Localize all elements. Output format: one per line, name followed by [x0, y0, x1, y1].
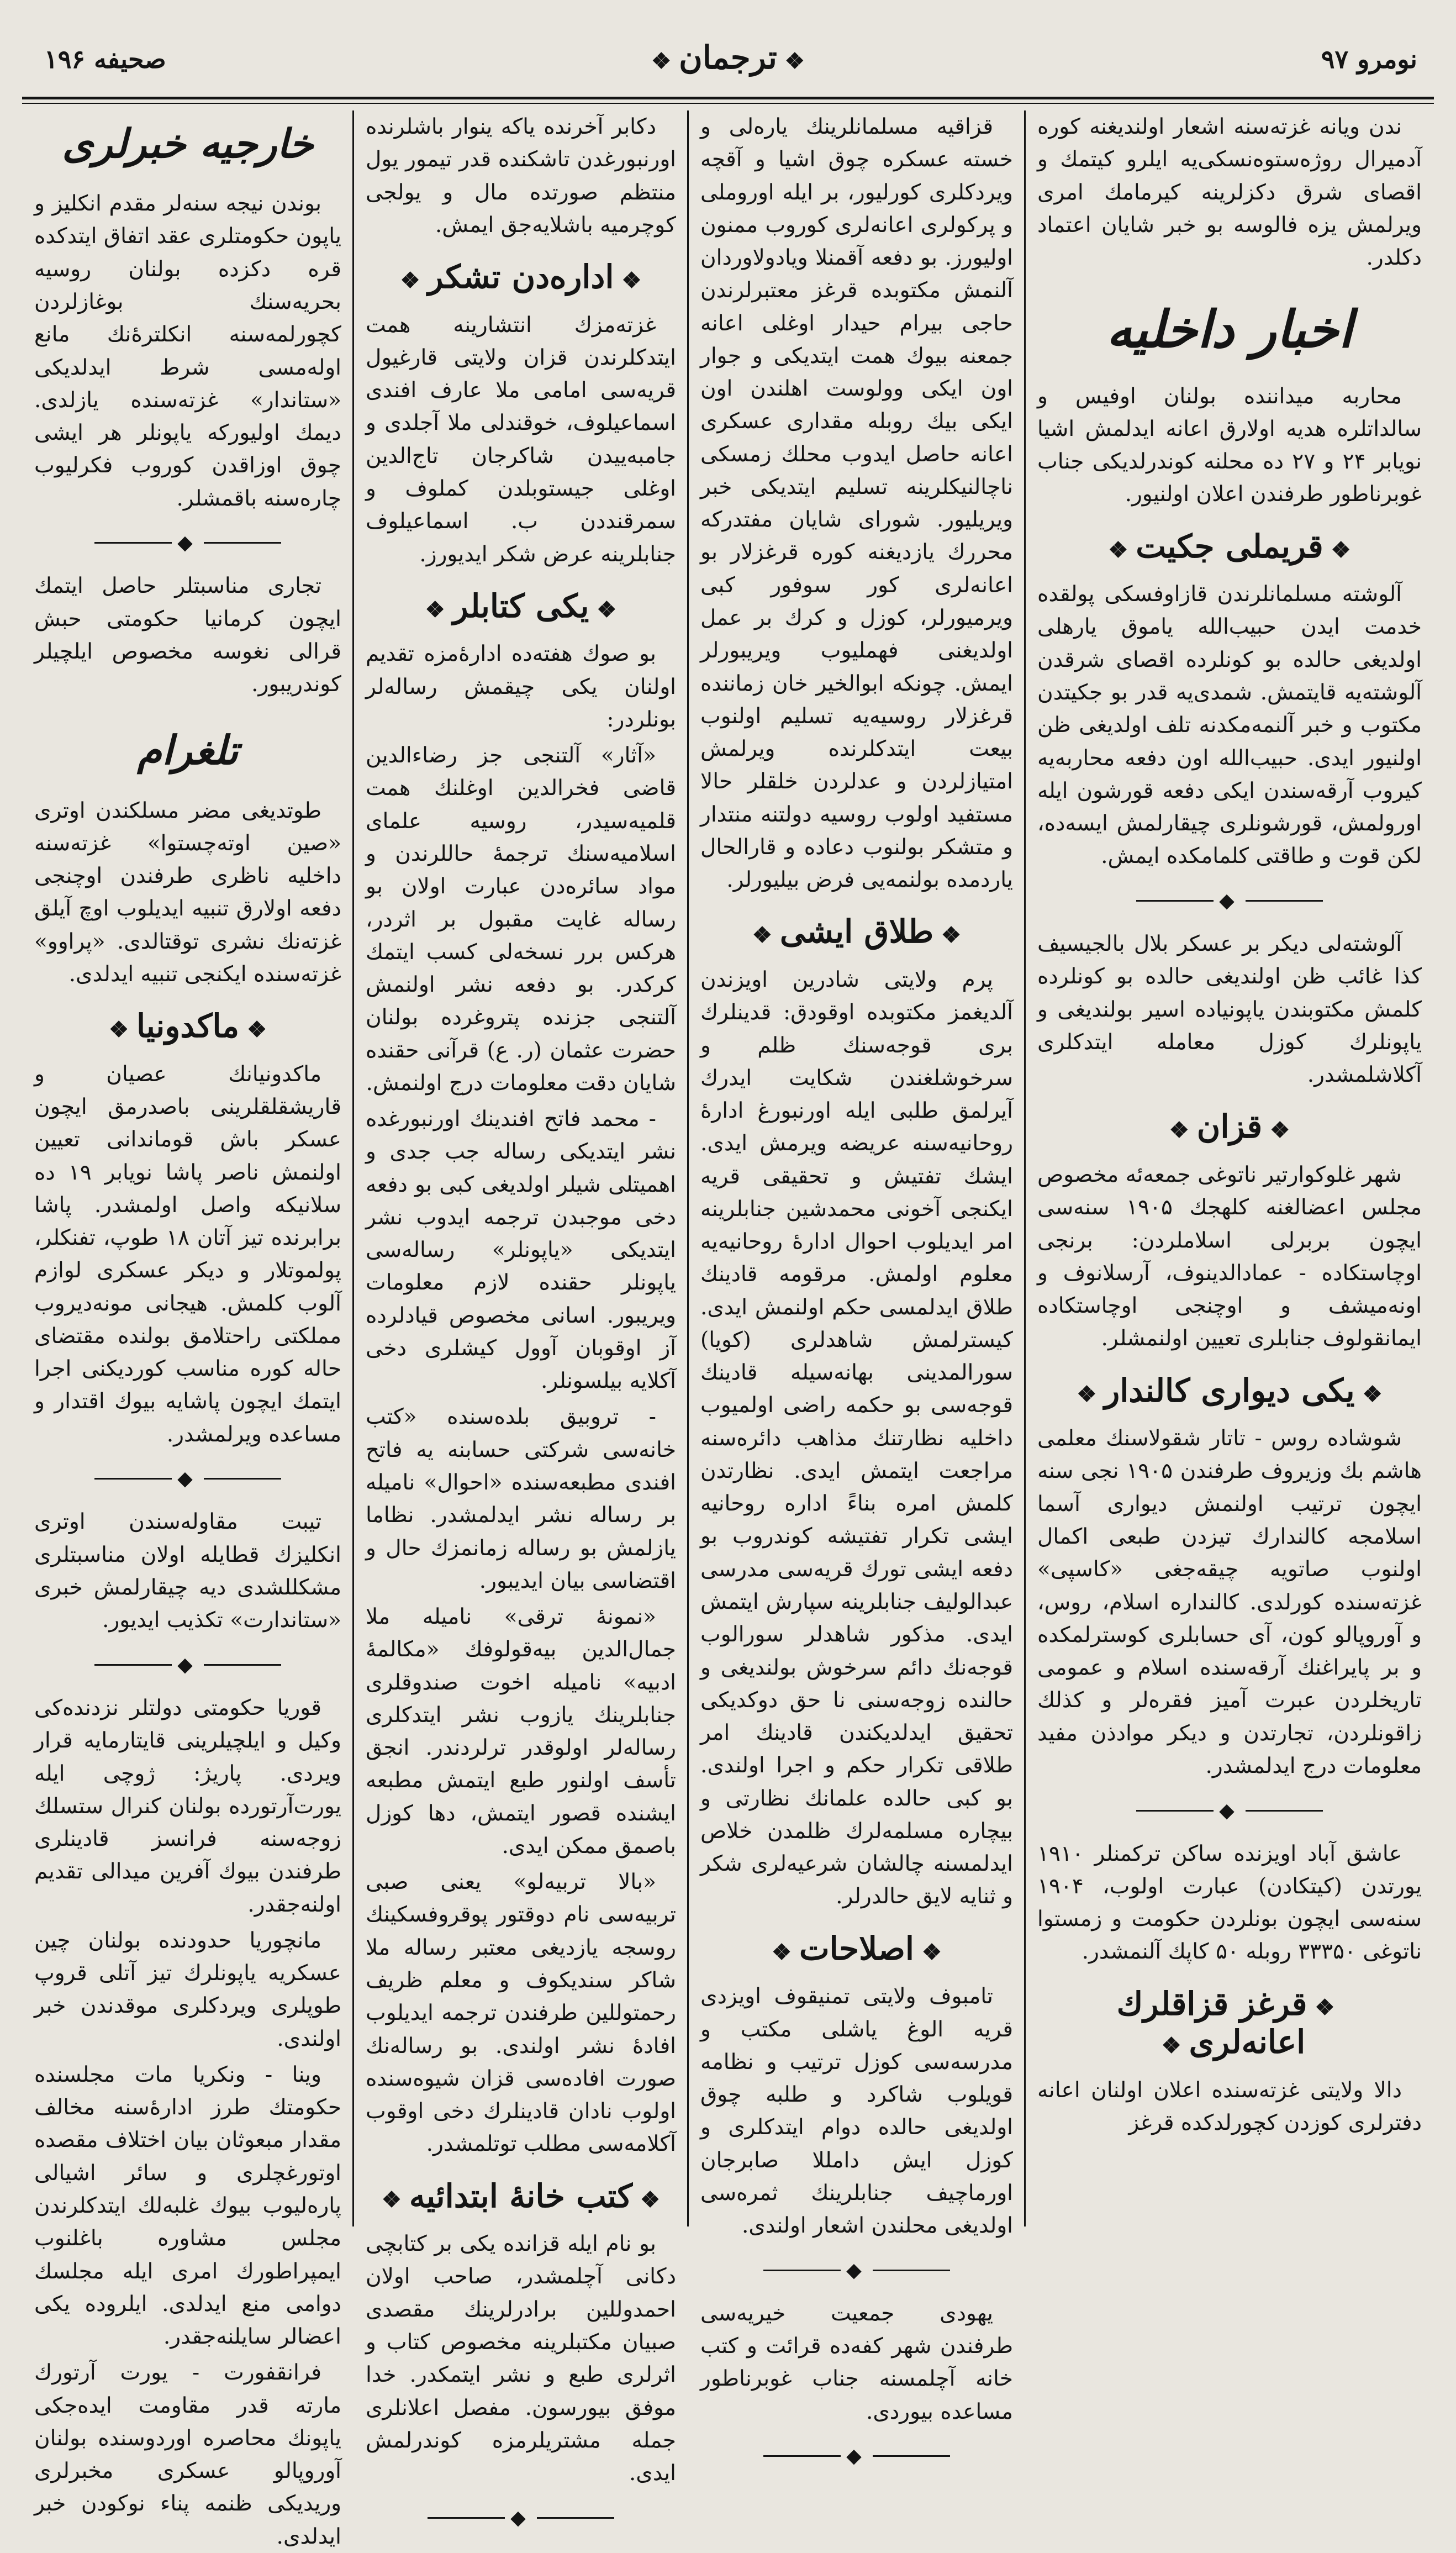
article-paragraph: فرانقفورت - یورت آرتورك مارته قدر مقاومت ایده‌جکی یاپونك محاصره اوردوسنده بولنان آوروپالو عسکری مخبرلری وریدیکی ظنمه پناء نوکودن خبر ایدلدی. — [34, 2360, 341, 2549]
article-paragraph: - تروبیق بلده‌سنده «کتب خانه‌سی شرکتی حسابنه یه فاتح افندی مطبعه‌سنده «احوال» نامیله بر رساله نشر ایدلمشدر. نظاما یازلمش بو رساله زمانمزك حال و اقتضاسی بیان ایدیبور. — [366, 1404, 676, 1593]
section-title-new-books — [366, 587, 676, 626]
section-title-thanks — [366, 258, 676, 297]
ornament-icon: ❖ — [1270, 1117, 1290, 1144]
section-title-foreign-news: خارجیه خبرلری — [62, 120, 314, 167]
article-paragraph: آلوشته‌لی دیکر بر عسکر بلال بالجیسیف کذا غائب ظن اولندیغی حالده بو کونلرده کلمش مکتوبندن یاپونیاده اسیر بولندیغی و یاپونلرك کوزل معامله ایتدکلری آکلاشلمشدر. — [1037, 931, 1422, 1088]
article-paragraph: ماکدونیانك عصیان و قاریشقلقلرینی باصدرمق ایچون عسکر باش قوماندانی تعیین اولنمش ناصر پاشا نویابر ۱۹ ده سلانیکه واصل اولمشدر. پاشا برابرنده تیز آتان ۱۸ طوپ، تفنکلر، پولموتلار و دیکر عسکری لوازم آلوب کلمش. هیجانی مونه‌دیروب مملکتی راحتلامق بولنده مقتضای حاله کوره مناسب کوردیکنی اجرا ایتمك ایچون پاشایه بیوك اقتدار و مساعده ویرلمشدر. — [34, 1061, 341, 1447]
ornament-icon: ❖ — [597, 596, 617, 623]
ornament-icon: ❖ — [425, 596, 445, 623]
heading-text: اصلاحات — [799, 1929, 915, 1967]
separator: ◆ — [34, 1466, 341, 1491]
ornament-icon: ❖ — [1169, 1117, 1189, 1144]
separator: ◆ — [1037, 888, 1422, 913]
ornament-icon: ❖ — [1315, 1994, 1335, 2020]
article-paragraph: تامبوف ولایتی تمنیقوف اویزدی قریه الوغ یاشلی مکتب و مدرسه‌سی کوزل ترتیب و نظامه قویلوب شاکرد و طلبه چوق اولدیغی حالده دوام ایتدکلری و کوزل ایش دامللا صابرجان اورماچیف جنابلرینك ثمره‌سی اولدیغی محلندن اشعار اولندی. — [700, 1984, 1013, 2239]
separator: ◆ — [34, 1652, 341, 1677]
heading-text: طلاق ایشی — [779, 913, 934, 951]
article-paragraph: قوریا حکومتی دولتلر نزدنده‌کی وکیل و ایلچیلرینی قایتارمایه قرار ویردی. پاریژ: ژوچی ایله یورت‌آرتورده بولنان کنرال ستسلك زوجه‌سنه فرانسز قادینلری طرفندن بیوك آفرین میدالی تقدیم اولنه‌جقدر. — [34, 1696, 341, 1917]
ornament-icon: ❖ — [1161, 2033, 1181, 2059]
column-1 — [1025, 110, 1434, 2226]
article-paragraph: طوتدیغی مضر مسلکندن اوتری «صین اوته‌چستوا» غزته‌سنه داخلیه ناظری طرفندن اوچنجی دفعه اولارق تنبیه ایدیلوب اوچ آیلق غزته‌نك نشری توقتالدی. «پراوو» غزته‌سنده ایکنجی تنبیه ایدلدی. — [34, 798, 341, 987]
header-rule — [22, 97, 1434, 99]
article-paragraph: - محمد فاتح افندینك اورنبورغده نشر ایتدیکی رساله جب جدی و اهمیتلی شیلر اولدیغی کبی بو دفعه دخی موجبدن ترجمه ایدوب نشر ایتدیکی «یاپونلر» رساله‌سی یاپونلر حقنده لازم معلومات ویریبور. اسانی مخصوص قیادلرده آز اوقوبان آوول کیشلری دخی آکلایه بیلسونلر. — [366, 1107, 676, 1394]
ornament-icon: ❖ — [941, 922, 962, 949]
column-3 — [354, 110, 688, 2529]
article-paragraph: مانچوریا حدودنده بولنان چین عسکریه یاپونلرك تیز آتلی قروپ طوپلری ویردکلری موقدندن خبر اولندی. — [34, 1928, 341, 2051]
article-paragraph: بو نام ایله قزانده یکی بر کتابچی دکانی آچلمشدر، صاحب اولان احمدوللین برادرلرینك مقصدی صبیان مکتبلرینه مخصوص کتاب و اثرلری طبع و نشر ایتمکدر. خدا موفق بیورسون. مفصل اعلانلری جمله مشتریلرمزه کوندرلمش ایدی. — [366, 2231, 676, 2486]
article-paragraph: دالا ولایتی غزته‌سنده اعلان اولنان اعانه دفترلری کوزدن کچورلدکده قرغز — [1037, 2077, 1422, 2136]
article-paragraph: یهودی جمعیت خیریه‌سی طرفندن شهر کفه‌ده قرائت و کتب خانه آچلمسنه جناب غوبرناطور مساعده بیوردی. — [700, 2301, 1013, 2424]
article-paragraph: بوندن نیجه سنه‌لر مقدم انکلیز و یاپون حکومتلری عقد اتفاق ایتدکده قره دکزده بولنان روسیه بحریه‌سنك بوغازلردن کچورلمه‌سنه انکلترهٔ‌نك مانع اوله‌مسی شرط ایدلدیکی «ستاندار» غزته‌سنده یازلدی. دیمك اولیورکه یاپونلر هر ایشی چوق اوزاقدن کوروب فکرلیوب چاره‌سنه باقمشلر. — [34, 191, 341, 511]
ornament-icon: ❖ — [1108, 536, 1128, 563]
column-4 — [22, 110, 354, 2549]
ornament-icon: ❖ — [382, 2186, 402, 2213]
article-paragraph: «نمونهٔ ترقی» نامیله ملا جمال‌الدین بیه‌قولوفك «مکالمهٔ ادبیه» نامیله اخوت صندوقلری جنابلرینك یازوب نشر ایتدکلری رساله‌لر اولوقدر ترلردندر. انجق تأسف اولنور طبع ایتمش مطبعه ایشنده قصور ایتمش، دها کوزل باصمق ممکن ایدی. — [366, 1604, 676, 1859]
newspaper-title — [643, 39, 813, 76]
section-title-kazan — [1037, 1108, 1422, 1146]
article-paragraph: ندن ویانه غزته‌سنه اشعار اولندیغنه کوره آدمیرال روژه‌ستوه‌نسکی‌یه ایلرو کیتمك و اقصای شرق دکزلرینه کیرمامك امری ویرلمش یزه فالوسه بو خبر شایان اعتماد دکلدر. — [1037, 114, 1422, 271]
section-title-telegram: تلغرام — [137, 727, 239, 774]
section-title-primary-bookshop — [366, 2177, 676, 2216]
article-paragraph: دکابر آخرنده یاکه ینوار باشلرنده اورنبورغدن تاشکنده قدر تیمور یول منتظم صورتده مال و یولجی کوچرمیه باشلایه‌جق ایمش. — [366, 114, 676, 238]
heading-text: قریملی جکیت — [1136, 527, 1323, 565]
article-paragraph: تجاری مناسبتلر حاصل ایتمك ایچون کرمانیا حکومتی حبش قرالی نغوسه مخصوص ایلچیلر کوندریبور. — [34, 573, 341, 697]
heading-text: یکی کتابلر — [452, 587, 589, 625]
heading-text: یکی دیواری کالندار — [1104, 1371, 1355, 1409]
ornament-icon: ❖ — [922, 1939, 942, 1965]
article-paragraph: «آثار» آلتنجی جز رضاء‌الدین قاضی فخرالدین اوغلنك همت قلمیه‌سیدر، روسیه علمای اسلامیه‌سنك ترجمهٔ حاللرندن و مواد سائره‌دن عبارت اولان بو رساله غایت مقبول بر اثردر، هرکس برر نسخه‌لی کسب ایتمك کرکدر. بو دفعه نشر اولنمش آلتنجی جزنده پتروغرده بولنان حضرت عثمان (ر. ع) قرآنی حقنده شایان دقت معلومات درج اولنمش. — [366, 743, 676, 1096]
article-paragraph: آلوشته مسلمانلرندن قازاوفسکی پولقده خدمت ایدن حبیب‌الله یاموق یارهلی اولدیغی حالده بو کونلرده اقصای شرقدن آلوشته‌یه قایتمش. شمدی‌یه قدر بو جکیتدن مکتوب و خبر آلنمه‌مکدنه تلف اولدیغی ظن اولنیور ایدی. حبیب‌الله اون دفعه محاربه‌یه کیروب آرقه‌سندن ایکی دفعه قورشون ایله اورولمش، قورشونلری چیقارلمش ایسه‌ده، لکن قوت و طاقتی کلمامکده ایمش. — [1037, 582, 1422, 869]
ornament-icon: ❖ — [247, 1017, 267, 1043]
section-title-macedonia — [34, 1007, 341, 1046]
ornament-icon: ❖ — [651, 48, 672, 74]
column-2 — [688, 110, 1025, 2468]
masthead — [22, 28, 1434, 99]
section-title-kirghiz-donations — [1037, 1985, 1422, 2062]
ornament-icon: ❖ — [1077, 1381, 1097, 1407]
article-paragraph: عاشق آباد اویزنده ساکن ترکمنلر ۱۹۱۰ یورتدن (کیتکادن) عبارت اولوب، ۱۹۰۴ سنه‌سی ایچون بونلردن حکومت و زمستوا ناتوغی ۳۳۳۵۰ روبله ۵۰ کاپك آلنمشدر. — [1037, 1841, 1422, 1965]
heading-text: اداره‌دن تشکر — [428, 258, 614, 296]
article-paragraph: پرم ولایتی شادرین اویزندن آلدیغمز مکتوبده اوقودق: قدینلرك بری قوجه‌سنك ظلم و سرخوشلغندن شکایت ایدرك آیرلمق طلبی ایله اورنبورغ ادارهٔ روحانیه‌سنه عریضه ویرمش ایدی. ایشك تفتیش و تحقیقی قریه ایکنجی آخونی محمدشین جنابلرینه امر ایدیلوب احوال ادارهٔ روحانیه‌یه معلوم اولمش. مرقومه قادینك طلاق ایدلمسی حکم اولنمش ایدی. کیسترلمش شاهدلری (کویا) سورالمدینی بهانه‌سیله قادینك قوجه‌سی بو حکمه راضی اولمیوب داخلیه نظارتنك مذاهب دائره‌سنه مراجعت ایتمش ایدی. نظارتدن کلمش امره بناءً اداره روحانیه ایشی تکرار تفتیشه کوندروب بو دفعه ایشی تورك قریه‌سی مدرسی عبدالولیف جنابلرینه سپارش ایتمش ایدی. مذکور شاهدلر سورالوب قوجه‌نك دائم سرخوش بولندیغی و حالنده زوجه‌سنی نا حق دوکدیکی تحقیق ایدلدیکندن قادینك امر طلاقی تکرار حکم و اجرا اولندی. بو کبی حالده علمانك نظارتی و بیچاره مسلمه‌لرك ظلمدن خلاص ایدلمسنه چالشان شرعیه‌لری شکر و ثنایه لایق حالدرلر. — [700, 967, 1013, 1909]
article-paragraph: شوشاده روس - تاتار شقولاسنك معلمی هاشم بك وزیروف طرفندن ۱۹۰۵ نجی سنه ایچون ترتیب اولنمش دیواری آسما اسلامجه کالندارك تیزدن طبعی اکمال اولنوب صاتویه چیقه‌جغی «کاسپی» غزته‌سنده کورلدی. کالنداره اسلام، روس، و آوروپالو کون، آی حسابلری کوسترلمکده و بر پایراغنك آرقه‌سنده اسلام و عمومی تاریخلردن عبرت آمیز فقره‌لر و کذلك زاقونلردن، تجارتدن و دیکر موادذن مفید معلومات درج ایدلمشدر. — [1037, 1426, 1422, 1778]
section-title-calendar — [1037, 1372, 1422, 1410]
page-number: صحیفه ۱۹۶ — [44, 44, 166, 74]
section-title-divorce — [700, 913, 1013, 951]
section-title-domestic-news: اخبار داخلیه — [1106, 299, 1353, 360]
separator: ◆ — [700, 2444, 1013, 2468]
ornament-icon: ❖ — [752, 922, 772, 949]
article-paragraph: بو صوك هفته‌ده ادارهٔ‌مزه تقدیم اولنان یکی چیقمش رساله‌لر بونلردر: — [366, 641, 676, 732]
section-title-crimean-soldier — [1037, 528, 1422, 566]
article-paragraph: قزاقیه مسلمانلرینك یاره‌لی و خسته عسکره چوق اشیا و آقچه ویردکلری کورلیور، بر ایله اوروملی و پرکولری اعانه‌لری کوروب ممنون اولیورز. بو دفعه آقمنلا ویادولاوردان آلنمش مکتوبده قرغز معتبرلرندن حاجی بیرام حیدار اوغلی اعانه جمعنه بیوك همت ایتدیکی و جوار اون ایکی وولوست اهلندن اون ایکی بیك روبله مقداری عسکری اعانه حاصل ایدوب محلك زمسکی ناچالنیکلرینه تسلیم ایتدیکی خبر ویریلیور. شورای شایان مفتدرکه محررك یازدیغنه کوره قرغزلار بو اعانه‌لری کور سوفور کبی ویرمیورلر، کوزل و کرك بر عمل اولدیغنی فهملیوب ویریبورلر ایمش. چونکه ابوالخیر خان زماننده قرغزلار روسیه‌یه تسلیم اولنوب بیعت ایتدکلرنده ویرلمش امتیازلردن و عدلردن خلقلر حالا مستفید اولوب روسیه دولتنه منتدار و متشکر بولنوب دعاده و قارالحال یاردمده بولنمه‌یی فرض بیلیورلر. — [700, 114, 1013, 893]
heading-text: قزان — [1196, 1108, 1263, 1146]
heading-text: کتب خانهٔ ابتدائیه — [409, 2177, 633, 2215]
article-paragraph: وینا - ونکریا مات مجلسنده حکومتك طرز ادارهٔ‌سنه مخالف مقدار مبعوثان بیان اختلاف مقصده اوتورغچلری و سائر اشیالی پاره‌لیوب بیوك غلبه‌لك ایتدکلرندن مجلس مشاوره باغلنوب ایمپراطورك امری ایله مجلسك دوامی منع ایدلدی. ایلروده یکی اعضالر سایلنه‌جقدر. — [34, 2062, 341, 2350]
article-paragraph: شهر غلوکوارتیر ناتوغی جمعه‌ئه مخصوص مجلس اعضالغنه کلهجك ۱۹۰۵ سنه‌سی ایچون بربرلی اسلاملردن: برنجی اوچاستکاده - عمادالدینوف، آرسلانوف و اونه‌میشف و اوچنجی اوچاستکاده ایمانقولوف جنابلری تعیین اولنمشلر. — [1037, 1162, 1422, 1351]
ornament-icon: ❖ — [400, 267, 420, 294]
ornament-icon: ❖ — [784, 48, 805, 74]
separator: ◆ — [700, 2257, 1013, 2282]
ornament-icon: ❖ — [1362, 1381, 1383, 1407]
article-paragraph: تیبت مقاوله‌سندن اوتری انکلیزك قطایله اولان مناسبتلری مشکللشدی دیه چیقارلمش خبری «ستاندارت» تکذیب ایدیور. — [34, 1509, 341, 1633]
ornament-icon: ❖ — [772, 1939, 792, 1965]
heading-text: قرغز قزاقلرك اعانه‌لری — [1116, 1985, 1307, 2061]
article-paragraph: غزته‌مزك انتشارینه همت ایتدکلرندن قزان ولایتی قارغیول قریه‌سی امامی ملا عارف افندی اسماعیلوف، خوقندلی ملا آجلدی و جامبه‌ییدن شاکرجان تاج‌الدین اوغلی جیستوبلدن کملوف و سمرقنددن ب. اسماعیلوف جنابلرینه عرض شکر ایدیورز. — [366, 312, 676, 567]
heading-text: ماکدونیا — [136, 1007, 240, 1045]
newspaper-title-text: ترجمان — [679, 39, 777, 76]
article-paragraph: محاربه میداننده بولنان اوفیس و سالداتلره هدیه اولارق اعانه ایدلمش اشیا نویابر ۲۴ و ۲۷ ده محلنه کوندرلدیکی جناب غوبرناطور طرفندن اعلان اولنیور. — [1037, 383, 1422, 507]
article-paragraph: «بالا تربیه‌لو» یعنی صبی تربیه‌سی نام دوقتور پوقروفسکینك روسجه یازدیغی معتبر رساله ملا شاکر سندیکوف و معلم ظریف رحمتوللین طرفندن ترجمه ایدیلوب افادهٔ نشر اولندی. بو رساله‌نك صورت افاده‌سی قزان شیوه‌سنده اولوب نادان قادینلرك دخی اوقوب آکلامه‌سی مطلب توتلمشدر. — [366, 1870, 676, 2157]
ornament-icon: ❖ — [1331, 536, 1351, 563]
section-title-reforms — [700, 1930, 1013, 1968]
header-rule-thin — [22, 103, 1434, 104]
separator: ◆ — [34, 530, 341, 555]
ornament-icon: ❖ — [640, 2186, 660, 2213]
ornament-icon: ❖ — [109, 1017, 129, 1043]
ornament-icon: ❖ — [621, 267, 642, 294]
separator: ◆ — [366, 2505, 676, 2529]
issue-number: نومرو ۹۷ — [1321, 44, 1417, 74]
separator: ◆ — [1037, 1798, 1422, 1822]
